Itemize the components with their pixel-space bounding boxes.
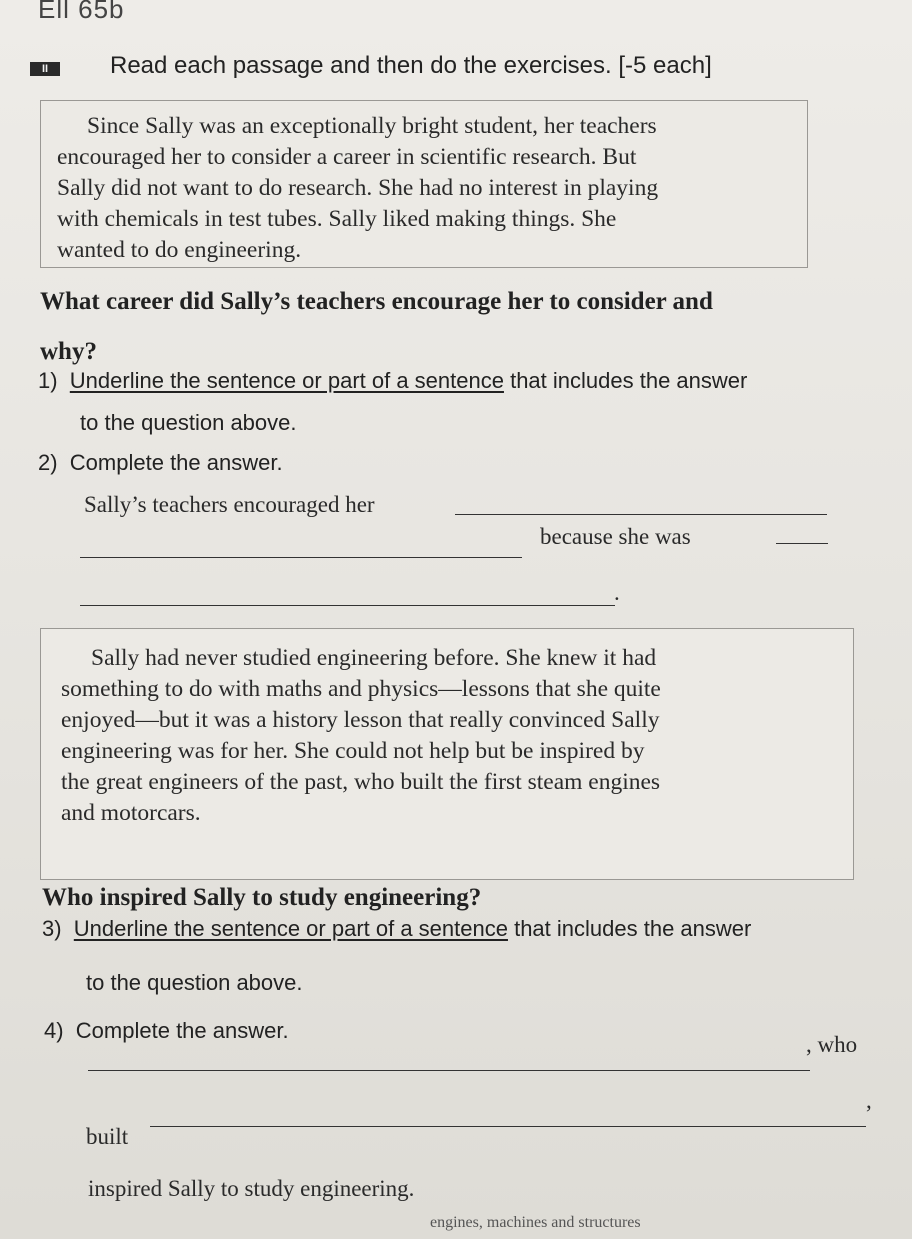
exercise-1-line-2: to the question above. <box>80 410 297 435</box>
question-1-line-1: What career did Sally’s teachers encourage her to consider and <box>40 288 713 315</box>
answer-blank[interactable] <box>776 543 828 544</box>
exercise-number: 1) <box>38 368 58 393</box>
instruction-text: Read each passage and then do the exercises. [-5 each] <box>110 52 712 79</box>
exercise-3 <box>42 916 751 942</box>
passage-line: with chemicals in test tubes. Sally liked making things. She <box>57 206 617 232</box>
exercise-underlined-text: Underline the sentence or part of a sentence <box>73 916 508 941</box>
exercise-4 <box>44 1018 289 1044</box>
section-badge: II <box>30 62 60 76</box>
passage-line: and motorcars. <box>61 800 201 826</box>
passage-line: engineering was for her. She could not help but be inspired by <box>61 738 645 764</box>
passage-1 <box>40 100 808 268</box>
exercise-underlined-text: Underline the sentence or part of a sentence <box>69 368 504 393</box>
passage-line: Sally did not want to do research. She had no interest in playing <box>57 175 659 201</box>
answer-2-period: . <box>614 580 620 605</box>
passage-line: encouraged her to consider a career in scientific research. But <box>57 144 637 170</box>
answer-blank[interactable] <box>150 1126 866 1127</box>
answer-4-who: , who <box>806 1032 858 1057</box>
exercise-number: 2) <box>38 450 58 475</box>
exercise-text: Complete the answer. <box>69 450 283 475</box>
answer-blank[interactable] <box>80 605 615 606</box>
passage-line: enjoyed—but it was a history lesson that really convinced Sally <box>61 707 660 733</box>
exercise-number: 3) <box>42 916 62 941</box>
question-1-line-2: why? <box>40 338 97 365</box>
answer-blank[interactable] <box>88 1070 810 1071</box>
page-code: Ell 65b <box>38 0 125 24</box>
answer-blank[interactable] <box>80 557 522 558</box>
exercise-3-line-2: to the question above. <box>86 970 303 995</box>
passage-line: Sally had never studied engineering before. She knew it had <box>91 645 657 671</box>
answer-2-prefix: Sally’s teachers encouraged her <box>84 492 375 517</box>
exercise-1 <box>38 368 747 394</box>
passage-2 <box>40 628 854 880</box>
question-2: Who inspired Sally to study engineering? <box>42 884 482 911</box>
passage-line: something to do with maths and physics—lessons that she quite <box>61 676 661 702</box>
passage-line: Since Sally was an exceptionally bright student, her teachers <box>87 113 657 139</box>
exercise-number: 4) <box>44 1018 64 1043</box>
footer-text: engines, machines and structures <box>430 1214 641 1231</box>
exercise-text: Complete the answer. <box>75 1018 289 1043</box>
passage-line: the great engineers of the past, who built the first steam engines <box>61 769 661 795</box>
answer-4-ending: inspired Sally to study engineering. <box>88 1176 415 1201</box>
exercise-2 <box>38 450 283 476</box>
answer-4-built: built <box>86 1124 129 1149</box>
answer-blank[interactable] <box>455 514 827 515</box>
answer-4-comma: , <box>866 1088 872 1113</box>
answer-2-middle: because she was <box>540 524 691 549</box>
passage-line: wanted to do engineering. <box>57 237 302 263</box>
exercise-text: that includes the answer <box>503 368 748 393</box>
exercise-text: that includes the answer <box>507 916 752 941</box>
